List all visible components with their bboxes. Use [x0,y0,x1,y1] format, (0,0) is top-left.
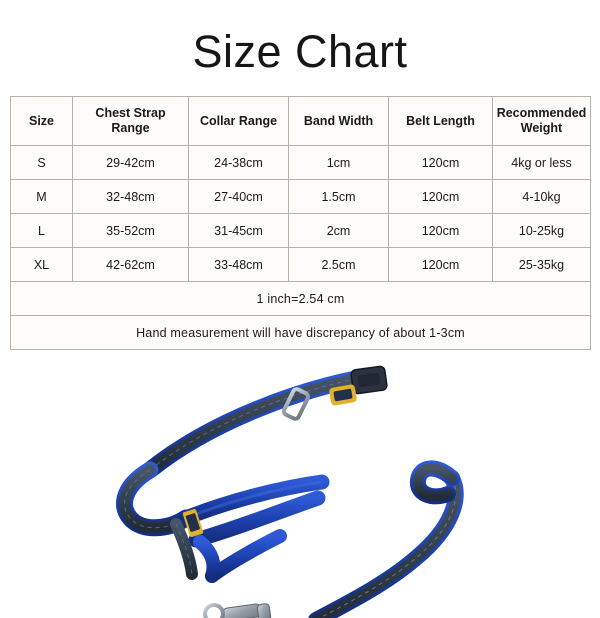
cell-chest-strap-range: 29-42cm [73,146,189,180]
table-note-row [11,316,591,350]
cell-recommended-weight: 25-35kg [493,248,591,282]
harness-illustration [0,352,600,618]
column-header-recommended-weight: Recommended Weight [493,97,591,146]
product-photo [0,352,600,618]
note-measurement-discrepancy: Hand measurement will have discrepancy of about 1-3cm [11,316,591,350]
cell-belt-length: 120cm [389,214,493,248]
table-row [11,146,591,180]
cell-chest-strap-range: 42-62cm [73,248,189,282]
column-header-collar-range: Collar Range [189,97,289,146]
table-row [11,180,591,214]
cell-band-width: 1.5cm [289,180,389,214]
cell-recommended-weight: 4-10kg [493,180,591,214]
cell-band-width: 2cm [289,214,389,248]
column-header-chest-strap-range: Chest Strap Range [73,97,189,146]
cell-collar-range: 33-48cm [189,248,289,282]
table-header-row [11,97,591,146]
note-unit-conversion: 1 inch=2.54 cm [11,282,591,316]
cell-belt-length: 120cm [389,248,493,282]
cell-belt-length: 120cm [389,180,493,214]
cell-size: S [11,146,73,180]
cell-size: M [11,180,73,214]
leash [316,468,456,618]
cell-size: XL [11,248,73,282]
size-chart-table [10,96,591,350]
leash-metal-clasp [205,603,271,618]
cell-collar-range: 24-38cm [189,146,289,180]
cell-chest-strap-range: 32-48cm [73,180,189,214]
cell-collar-range: 27-40cm [189,180,289,214]
table-header [11,97,591,146]
cell-chest-strap-range: 35-52cm [73,214,189,248]
cell-band-width: 1cm [289,146,389,180]
page-title: Size Chart [192,26,408,77]
table-row [11,248,591,282]
table-note-row [11,282,591,316]
cell-belt-length: 120cm [389,146,493,180]
cell-collar-range: 31-45cm [189,214,289,248]
cell-size: L [11,214,73,248]
size-chart-table-wrap [10,96,590,350]
column-header-size: Size [11,97,73,146]
column-header-band-width: Band Width [289,97,389,146]
column-header-belt-length: Belt Length [389,97,493,146]
cell-recommended-weight: 4kg or less [493,146,591,180]
cell-band-width: 2.5cm [289,248,389,282]
table-row [11,214,591,248]
table-body [11,146,591,350]
cell-recommended-weight: 10-25kg [493,214,591,248]
